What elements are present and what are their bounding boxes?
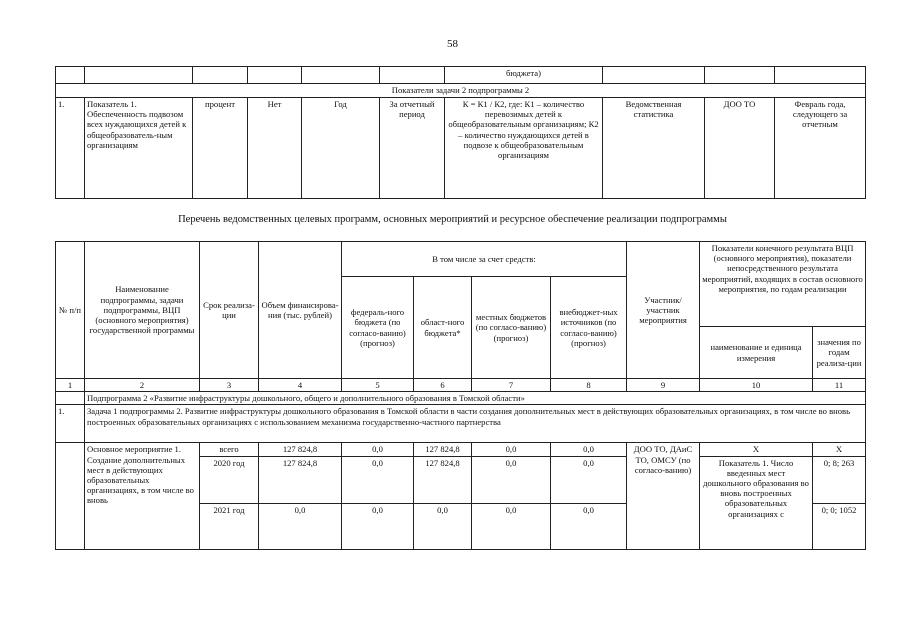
- budget-tail-cell: бюджета): [445, 67, 603, 84]
- x-mark: Х: [700, 443, 813, 456]
- header-name: Наименование подпрограммы, задачи подпрограммы, ВЦП (основного мероприятия) государственной программы: [85, 242, 200, 379]
- header-indicators: Показатели конечного результата ВЦП (основного мероприятия), показатели непосредственного результата мероприятий, входящих в состав основного мероприятия, по годам реализации: [700, 242, 866, 327]
- column-number: 7: [472, 379, 551, 392]
- column-number: 2: [85, 379, 200, 392]
- header-volume: Объем финансирова-ния (тыс. рублей): [259, 242, 342, 379]
- header-term: Срок реализа-ции: [200, 242, 259, 379]
- header-regional: област-ного бюджета*: [414, 277, 472, 379]
- x-mark: Х: [813, 443, 866, 456]
- indicator-period: Год: [302, 98, 380, 199]
- column-number: 3: [200, 379, 259, 392]
- indicator-formula: К = К1 / К2, где: К1 – количество перевозимых детей к общеобразовательным организациям; К2 – количество нуждающихся детей в подвозе к общеобразовательным организациям: [445, 98, 603, 199]
- indicator-description: Показатель 1. Число введенных мест дошкольного образования во вновь построенных образовательных организациях с: [700, 456, 813, 549]
- subprogram-title: Подпрограмма 2 «Развитие инфраструктуры дошкольного, общего и дополнительного образования в Томской области»: [85, 392, 866, 405]
- header-participant: Участник/ участник мероприятия: [627, 242, 700, 379]
- column-number: 9: [627, 379, 700, 392]
- row-extrabudget: 0,0: [551, 456, 627, 503]
- header-indicator-name: наименование и единица измерения: [700, 327, 813, 379]
- row-local: 0,0: [472, 503, 551, 549]
- header-indicator-values: значения по годам реализа-ции: [813, 327, 866, 379]
- column-number: 5: [342, 379, 414, 392]
- indicators-table: [55, 66, 866, 199]
- column-number: 11: [813, 379, 866, 392]
- row-regional: 127 824,8: [414, 443, 472, 456]
- header-extrabudget: внебюджет-ных источников (по согласо-ванию) (прогноз): [551, 277, 627, 379]
- row-number: 1.: [56, 98, 85, 199]
- column-number: 4: [259, 379, 342, 392]
- header-local: местных бюджетов (по согласо-ванию) (прогноз): [472, 277, 551, 379]
- row-regional: 127 824,8: [414, 456, 472, 503]
- row-term: 2021 год: [200, 503, 259, 549]
- indicator-basis: За отчетный период: [380, 98, 445, 199]
- section-heading: Перечень ведомственных целевых программ, основных мероприятий и ресурсное обеспечение реализации подпрограммы: [178, 214, 727, 225]
- indicator-type: Нет: [248, 98, 302, 199]
- row-local: 0,0: [472, 456, 551, 503]
- programs-table: [55, 241, 866, 550]
- row-volume: 127 824,8: [259, 456, 342, 503]
- indicator-due: Февраль года, следующего за отчетным: [775, 98, 866, 199]
- row-extrabudget: 0,0: [551, 503, 627, 549]
- measure-name: Основное мероприятие 1. Создание дополнительных мест в действующих образовательных организациях, в том числе во вновь: [85, 443, 200, 549]
- column-number: 8: [551, 379, 627, 392]
- row-regional: 0,0: [414, 503, 472, 549]
- header-number: № п/п: [56, 242, 85, 379]
- participant: ДОО ТО, ДАиС ТО, ОМСУ (по согласо-ванию): [627, 443, 700, 549]
- task-number: 1.: [56, 405, 85, 443]
- row-volume: 0,0: [259, 503, 342, 549]
- row-federal: 0,0: [342, 456, 414, 503]
- page-number: 58: [447, 38, 458, 50]
- indicator-value-2021: 0; 0; 1052: [813, 503, 866, 549]
- indicator-source: Ведомственная статистика: [603, 98, 705, 199]
- indicator-responsible: ДОО ТО: [705, 98, 775, 199]
- row-volume: 127 824,8: [259, 443, 342, 456]
- task-title: Задача 1 подпрограммы 2. Развитие инфраструктуры дошкольного образования в Томской области в части создания дополнительных мест в действующих образовательных организациях, в том числе во вновь построенных образовательных организациях с использованием механизма государственно-частного партнерства: [85, 405, 866, 443]
- column-number: 1: [56, 379, 85, 392]
- row-local: 0,0: [472, 443, 551, 456]
- row-extrabudget: 0,0: [551, 443, 627, 456]
- header-including: В том числе за счет средств:: [342, 242, 627, 277]
- task-header: Показатели задачи 2 подпрограммы 2: [56, 84, 866, 98]
- indicator-value-2020: 0; 8; 263: [813, 456, 866, 503]
- row-term: 2020 год: [200, 456, 259, 503]
- row-federal: 0,0: [342, 443, 414, 456]
- column-number: 6: [414, 379, 472, 392]
- column-number: 10: [700, 379, 813, 392]
- row-term: всего: [200, 443, 259, 456]
- header-federal: федераль-ного бюджета (по согласо-ванию) (прогноз): [342, 277, 414, 379]
- indicator-name: Показатель 1. Обеспеченность подвозом всех нуждающихся детей к общеобразователь-ным организациям: [85, 98, 193, 199]
- row-federal: 0,0: [342, 503, 414, 549]
- indicator-unit: процент: [193, 98, 248, 199]
